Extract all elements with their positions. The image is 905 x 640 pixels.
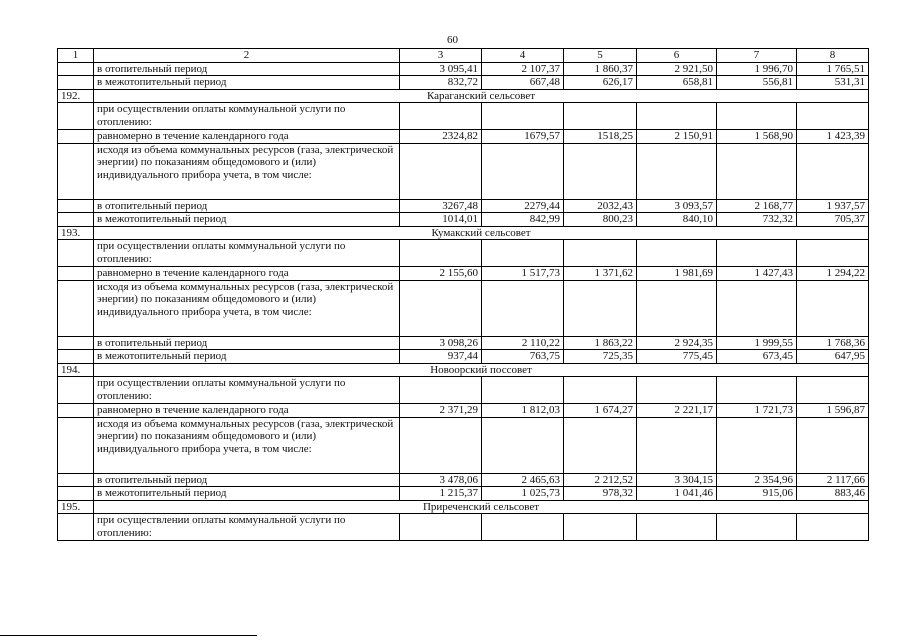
value-cell: 2 465,63 — [482, 473, 564, 487]
value-cell: 883,46 — [797, 487, 869, 501]
value-cell: 1 812,03 — [482, 404, 564, 418]
value-cell: 1 765,51 — [797, 62, 869, 76]
value-cell: 1 025,73 — [482, 487, 564, 501]
value-cell: 2 110,22 — [482, 336, 564, 350]
table-row — [58, 103, 869, 130]
section-header-row — [58, 89, 869, 103]
value-cell: 2 155,60 — [400, 267, 482, 281]
value-cell: 1 517,73 — [482, 267, 564, 281]
table-row — [58, 267, 869, 281]
value-cell: 3 478,06 — [400, 473, 482, 487]
value-cell: 832,72 — [400, 76, 482, 90]
value-cell: 1 215,37 — [400, 487, 482, 501]
table-row — [58, 350, 869, 364]
value-cell: 1 596,87 — [797, 404, 869, 418]
value-cell: 732,32 — [717, 213, 797, 227]
value-cell: 915,06 — [717, 487, 797, 501]
value-cell: 2324,82 — [400, 130, 482, 144]
value-cell: 667,48 — [482, 76, 564, 90]
section-header-row — [58, 363, 869, 377]
row-label: в отопительный период — [94, 473, 400, 487]
row-label: в межотопительный период — [94, 350, 400, 364]
value-cell: 2 212,52 — [564, 473, 637, 487]
value-cell: 840,10 — [637, 213, 717, 227]
value-cell: 763,75 — [482, 350, 564, 364]
table-row — [58, 404, 869, 418]
value-cell: 2 371,29 — [400, 404, 482, 418]
value-cell: 800,23 — [564, 213, 637, 227]
section-number: 192. — [58, 89, 94, 103]
section-name: Караганский сельсовет — [94, 89, 869, 103]
header-cell: 6 — [637, 49, 717, 63]
table-row — [58, 514, 869, 541]
footnote-divider — [0, 635, 257, 636]
value-cell: 3 095,41 — [400, 62, 482, 76]
value-cell: 1 996,70 — [717, 62, 797, 76]
row-label: в отопительный период — [94, 199, 400, 213]
value-cell: 2279,44 — [482, 199, 564, 213]
table-row — [58, 213, 869, 227]
value-cell: 2032,43 — [564, 199, 637, 213]
table-row — [58, 280, 869, 336]
value-cell: 2 921,50 — [637, 62, 717, 76]
table-row — [58, 143, 869, 199]
value-cell: 1 371,62 — [564, 267, 637, 281]
table-header-row — [58, 49, 869, 63]
table-row — [58, 199, 869, 213]
table-row — [58, 417, 869, 473]
section-name: Приреченский сельсовет — [94, 500, 869, 514]
value-cell: 1 294,22 — [797, 267, 869, 281]
value-cell: 842,99 — [482, 213, 564, 227]
value-cell: 1 981,69 — [637, 267, 717, 281]
value-cell: 1 768,36 — [797, 336, 869, 350]
header-cell: 4 — [482, 49, 564, 63]
value-cell: 1679,57 — [482, 130, 564, 144]
page-number: 60 — [447, 34, 458, 46]
value-cell: 626,17 — [564, 76, 637, 90]
row-label: в межотопительный период — [94, 487, 400, 501]
table-row — [58, 76, 869, 90]
table-row — [58, 487, 869, 501]
value-cell: 2 107,37 — [482, 62, 564, 76]
value-cell: 1 568,90 — [717, 130, 797, 144]
row-label: равномерно в течение календарного года — [94, 267, 400, 281]
row-label: при осуществлении оплаты коммунальной услуги по отоплению: — [94, 514, 400, 541]
value-cell: 556,81 — [717, 76, 797, 90]
value-cell: 647,95 — [797, 350, 869, 364]
table-row — [58, 336, 869, 350]
value-cell: 1 427,43 — [717, 267, 797, 281]
value-cell: 775,45 — [637, 350, 717, 364]
value-cell: 658,81 — [637, 76, 717, 90]
value-cell: 2 221,17 — [637, 404, 717, 418]
table-row — [58, 240, 869, 267]
value-cell: 725,35 — [564, 350, 637, 364]
value-cell: 2 924,35 — [637, 336, 717, 350]
value-cell: 3267,48 — [400, 199, 482, 213]
value-cell: 1014,01 — [400, 213, 482, 227]
header-cell: 8 — [797, 49, 869, 63]
header-cell: 7 — [717, 49, 797, 63]
value-cell: 1 860,37 — [564, 62, 637, 76]
section-name: Кумакский сельсовет — [94, 226, 869, 240]
value-cell: 3 093,57 — [637, 199, 717, 213]
section-number: 195. — [58, 500, 94, 514]
value-cell: 3 304,15 — [637, 473, 717, 487]
value-cell: 1 423,39 — [797, 130, 869, 144]
tariff-table — [57, 48, 869, 541]
value-cell: 531,31 — [797, 76, 869, 90]
header-cell: 5 — [564, 49, 637, 63]
value-cell: 673,45 — [717, 350, 797, 364]
value-cell: 1 999,55 — [717, 336, 797, 350]
row-label: при осуществлении оплаты коммунальной услуги по отоплению: — [94, 240, 400, 267]
table-row — [58, 62, 869, 76]
table-row — [58, 130, 869, 144]
value-cell: 1 721,73 — [717, 404, 797, 418]
value-cell: 1 937,57 — [797, 199, 869, 213]
header-cell: 1 — [58, 49, 94, 63]
row-label: исходя из объема коммунальных ресурсов (газа, электрической энергии) по показаниям общедомового и (или) индивидуального прибора учета, в том числе: — [94, 143, 400, 199]
row-label: равномерно в течение календарного года — [94, 404, 400, 418]
row-label: исходя из объема коммунальных ресурсов (газа, электрической энергии) по показаниям общедомового и (или) индивидуального прибора учета, в том числе: — [94, 280, 400, 336]
row-label: в отопительный период — [94, 336, 400, 350]
section-number: 193. — [58, 226, 94, 240]
row-label: в межотопительный период — [94, 76, 400, 90]
row-label: при осуществлении оплаты коммунальной услуги по отоплению: — [94, 377, 400, 404]
row-label: в межотопительный период — [94, 213, 400, 227]
table-row — [58, 473, 869, 487]
row-label: при осуществлении оплаты коммунальной услуги по отоплению: — [94, 103, 400, 130]
value-cell: 705,37 — [797, 213, 869, 227]
row-label: исходя из объема коммунальных ресурсов (газа, электрической энергии) по показаниям общедомового и (или) индивидуального прибора учета, в том числе: — [94, 417, 400, 473]
value-cell: 1 674,27 — [564, 404, 637, 418]
value-cell: 978,32 — [564, 487, 637, 501]
section-header-row — [58, 226, 869, 240]
table-row — [58, 377, 869, 404]
value-cell: 937,44 — [400, 350, 482, 364]
value-cell: 2 150,91 — [637, 130, 717, 144]
section-header-row — [58, 500, 869, 514]
row-label: равномерно в течение календарного года — [94, 130, 400, 144]
value-cell: 1 863,22 — [564, 336, 637, 350]
header-cell: 3 — [400, 49, 482, 63]
row-label: в отопительный период — [94, 62, 400, 76]
value-cell: 2 117,66 — [797, 473, 869, 487]
value-cell: 1 041,46 — [637, 487, 717, 501]
value-cell: 2 354,96 — [717, 473, 797, 487]
section-name: Новоорский поссовет — [94, 363, 869, 377]
section-number: 194. — [58, 363, 94, 377]
value-cell: 3 098,26 — [400, 336, 482, 350]
value-cell: 1518,25 — [564, 130, 637, 144]
header-cell: 2 — [94, 49, 400, 63]
value-cell: 2 168,77 — [717, 199, 797, 213]
